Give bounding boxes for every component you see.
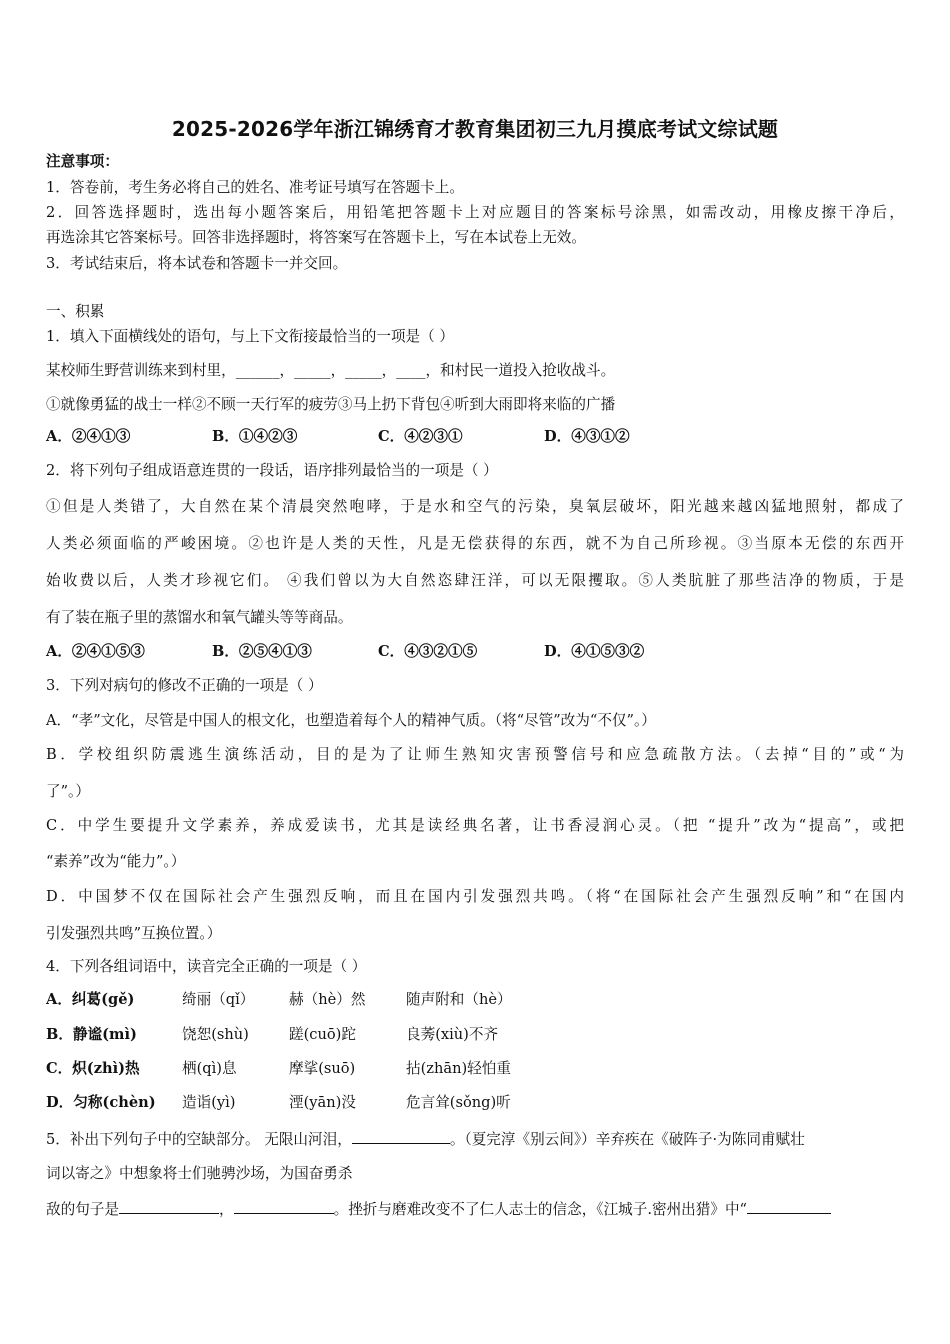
q2-option-a[interactable]: A．②④①⑤③ — [46, 643, 145, 660]
q3-stem: 3．下列对病句的修改不正确的一项是（ ） — [46, 677, 323, 694]
q1-stem: 1．填入下面横线处的语句，与上下文衔接最恰当的一项是（ ） — [46, 328, 454, 345]
q4-c-word-2: 栖(qì)息 — [182, 1060, 237, 1077]
q2-para-4: 有了装在瓶子里的蒸馏水和氧气罐头等等商品。 — [46, 609, 353, 626]
q1-option-d[interactable]: D．④③①② — [544, 428, 630, 445]
page-title: 2025-2026学年浙江锦绣育才教育集团初三九月摸底考试文综试题 — [171, 117, 779, 141]
q5-line-1-end: 。（夏完淳《别云间》）辛弃疾在《破阵子·为陈同甫赋壮 — [449, 1131, 805, 1148]
q4-b-word-3: 蹉(cuō)跎 — [289, 1026, 356, 1043]
q5-blank-2[interactable] — [119, 1198, 219, 1214]
q4-c-word-4: 拈(zhān)轻怕重 — [406, 1060, 511, 1077]
q5-line-3 — [46, 1198, 831, 1220]
q4-option-a[interactable] — [46, 990, 606, 1010]
q2-stem: 2．将下列句子组成语意连贯的一段话，语序排列最恰当的一项是（ ） — [46, 462, 498, 479]
q1-options — [46, 427, 630, 447]
q1-option-b[interactable]: B．①④②③ — [212, 428, 298, 445]
q3-option-b-line1[interactable]: B．学校组织防震逃生演练活动，目的是为了让师生熟知灾害预警信号和应急疏散方法。（去掉“目的”或“为 — [46, 746, 904, 763]
note-3: 3．考试结束后，将本试卷和答题卡一并交回。 — [46, 255, 348, 272]
q4-b-word-4: 良莠(xiù)不齐 — [406, 1026, 499, 1043]
note-1: 1．答卷前，考生务必将自己的姓名、准考证号填写在答题卡上。 — [46, 179, 464, 196]
q4-d-word-2: 造诣(yì) — [182, 1094, 236, 1111]
q4-option-b[interactable] — [46, 1025, 606, 1045]
q2-option-c[interactable]: C．④③②①⑤ — [378, 643, 478, 660]
q2-option-d[interactable]: D．④①⑤③② — [544, 643, 645, 660]
q5-blank-4[interactable] — [747, 1198, 831, 1214]
q4-b-word-2: 饶恕(shù) — [182, 1026, 249, 1043]
q4-a-word-3: 赫（hè）然 — [289, 991, 366, 1008]
q5-line-1 — [46, 1128, 805, 1150]
q4-a-word-2: 绮丽（qǐ） — [182, 991, 255, 1008]
section-heading: 一、积累 — [46, 303, 105, 320]
q4-option-c[interactable] — [46, 1059, 606, 1079]
q5-blank-1[interactable] — [352, 1128, 450, 1144]
q4-stem: 4．下列各组词语中，读音完全正确的一项是（ ） — [46, 958, 367, 975]
q5-line-2: 词以寄之》中想象将士们驰骋沙场，为国奋勇杀 — [46, 1165, 353, 1182]
q4-a-word-1: A．纠葛(gě) — [46, 991, 135, 1008]
q1-option-a[interactable]: A．②④①③ — [46, 428, 131, 445]
q1-text: 某校师生野营训练来到村里，______，_____，_____，____，和村民一道投入抢收战斗。 — [46, 362, 616, 379]
q4-d-word-1: D．匀称(chèn) — [46, 1094, 156, 1111]
q2-para-2: 人类必须面临的严峻困境。②也许是人类的天性，凡是无偿获得的东西，就不为自己所珍视。③当原本无偿的东西开 — [46, 535, 904, 552]
q3-option-d-line2: 引发强烈共鸣”互换位置。） — [46, 925, 222, 942]
q5-blank-3[interactable] — [234, 1198, 334, 1214]
q5-line-1-start: 5．补出下列句子中的空缺部分。 无限山河泪， — [46, 1131, 352, 1148]
q1-option-c[interactable]: C．④②③① — [378, 428, 463, 445]
q4-c-word-3: 摩挲(suō) — [289, 1060, 356, 1077]
q1-items: ①就像勇猛的战士一样②不顾一天行军的疲劳③马上扔下背包④听到大雨即将来临的广播 — [46, 396, 616, 413]
q4-a-word-4: 随声附和（hè） — [406, 991, 512, 1008]
q3-option-b-line2: 了”。） — [46, 783, 90, 800]
q2-options — [46, 642, 644, 662]
note-2b: 再选涂其它答案标号。回答非选择题时，将答案写在答题卡上，写在本试卷上无效。 — [46, 229, 586, 246]
note-2a: 2．回答选择题时，选出每小题答案后，用铅笔把答题卡上对应题目的答案标号涂黑，如需改动，用橡皮擦干净后， — [46, 204, 904, 221]
q2-option-b[interactable]: B．②⑤④①③ — [212, 643, 312, 660]
q3-option-c-line1[interactable]: C．中学生要提升文学素养，养成爱读书，尤其是读经典名著，让书香浸润心灵。（把 “提升”改为“提高”，或把 — [46, 817, 904, 834]
q4-d-word-3: 湮(yān)没 — [289, 1094, 356, 1111]
q4-d-word-4: 危言耸(sǒng)听 — [406, 1094, 511, 1111]
q3-option-c-line2: “素养”改为“能力”。） — [46, 853, 186, 870]
q2-para-3: 始收费以后，人类才珍视它们。 ④我们曾以为大自然恣肆汪洋，可以无限攫取。⑤人类肮脏了那些洁净的物质，于是 — [46, 572, 904, 589]
q3-option-d-line1[interactable]: D．中国梦不仅在国际社会产生强烈反响，而且在国内引发强烈共鸣。（将“在国际社会产生强烈反响”和“在国内 — [46, 888, 904, 905]
q2-para-1: ①但是人类错了，大自然在某个清晨突然咆哮，于是水和空气的污染，臭氧层破坏，阳光越来越凶猛地照射，都成了 — [46, 498, 904, 515]
q4-b-word-1: B．静谧(mì) — [46, 1026, 137, 1043]
q4-option-d[interactable] — [46, 1093, 606, 1113]
q4-c-word-1: C．炽(zhì)热 — [46, 1060, 140, 1077]
q5-line-3-start: 敌的句子是 — [46, 1201, 119, 1218]
q3-option-a[interactable]: A．“孝”文化，尽管是中国人的根文化，也塑造着每个人的精神气质。（将“尽管”改为“不仅”。） — [46, 712, 656, 729]
notes-heading: 注意事项： — [46, 153, 119, 170]
q5-line-3-end: 。挫折与磨难改变不了仁人志士的信念，《江城子.密州出猎》中“ — [333, 1201, 748, 1218]
q5-line-3-comma: ， — [218, 1201, 234, 1218]
